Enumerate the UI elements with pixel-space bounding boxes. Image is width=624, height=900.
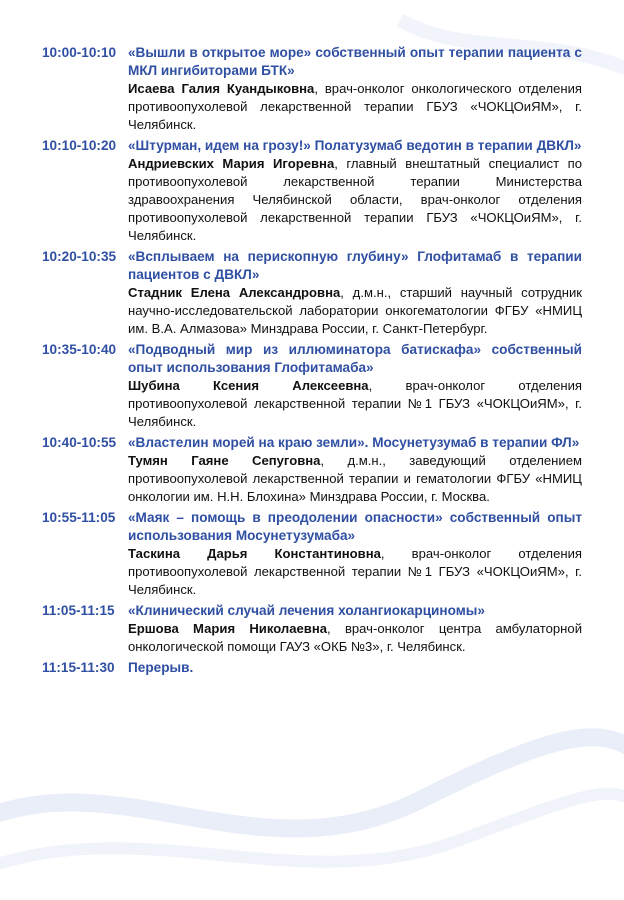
speaker-info: , врач-онколог отделения противоопухолевой лекарственной терапии №1 ГБУЗ «ЧОКЦОиЯМ», г. Челябинск. — [128, 546, 582, 597]
break-title: Перерыв. — [128, 660, 194, 675]
speaker-name: Таскина Дарья Константиновна — [128, 546, 381, 561]
session-6 — [42, 509, 582, 599]
session-title: «Штурман, идем на грозу!» Полатузумаб ведотин в терапии ДВКЛ» — [128, 138, 582, 153]
speaker-name: Шубина Ксения Алексеевна — [128, 378, 369, 393]
session-title: «Маяк – помощь в преодолении опасности» собственный опыт использования Мосунетузумаба» — [128, 510, 582, 543]
session-time: 10:40-10:55 — [42, 435, 117, 450]
session-title: «Всплываем на перископную глубину» Глофитамаб в терапии пациентов с ДВКЛ» — [128, 249, 582, 282]
session-time: 11:15-11:30 — [42, 660, 115, 675]
session-content — [128, 602, 582, 656]
session-7 — [42, 602, 582, 656]
speaker-name: Тумян Гаяне Сепуговна — [128, 453, 321, 468]
session-speaker — [128, 545, 582, 599]
speaker-info: , врач-онколог онкологического отделения противоопухолевой лекарственной терапии ГБУЗ «ЧОКЦОиЯМ», г. Челябинск. — [128, 81, 582, 132]
session-1 — [42, 44, 582, 134]
session-content — [128, 434, 582, 506]
speaker-info: , главный внештатный специалист по противоопухолевой лекарственной терапии Министерства здравоохранения Челябинской области, врач-онколог отделения противоопухолевой лекарственной терапии ГБУЗ «ЧОКЦОиЯМ», г. Челябинск. — [128, 156, 583, 243]
session-content — [128, 248, 582, 338]
session-time: 10:35-10:40 — [42, 342, 117, 357]
speaker-name: Исаева Галия Куандыковна — [128, 81, 315, 96]
session-content — [128, 659, 582, 677]
session-time: 10:10-10:20 — [42, 138, 117, 153]
program-schedule — [42, 44, 582, 680]
session-content — [128, 341, 582, 431]
session-speaker — [128, 155, 582, 245]
session-content — [128, 137, 582, 245]
session-4 — [42, 341, 582, 431]
session-title: «Вышли в открытое море» собственный опыт терапии пациента с МКЛ ингибиторами БТК» — [128, 45, 582, 78]
session-speaker — [128, 452, 582, 506]
session-5 — [42, 434, 582, 506]
session-time: 10:20-10:35 — [42, 249, 117, 264]
session-speaker — [128, 80, 582, 134]
session-speaker — [128, 284, 582, 338]
session-speaker — [128, 620, 582, 656]
speaker-name: Стадник Елена Александровна — [128, 285, 341, 300]
session-title: «Властелин морей на краю земли». Мосунетузумаб в терапии ФЛ» — [128, 435, 580, 450]
speaker-info: , врач-онколог отделения противоопухолевой лекарственной терапии №1 ГБУЗ «ЧОКЦОиЯМ», г. Челябинск. — [128, 378, 582, 429]
session-title: «Клинический случай лечения холангиокарциномы» — [128, 603, 485, 618]
session-speaker — [128, 377, 582, 431]
session-2 — [42, 137, 582, 245]
session-break — [42, 659, 582, 677]
session-3 — [42, 248, 582, 338]
session-content — [128, 44, 582, 134]
session-time: 10:00-10:10 — [42, 45, 117, 60]
session-time: 10:55-11:05 — [42, 510, 116, 525]
speaker-info: , д.м.н., старший научный сотрудник научно-исследовательской лаборатории онкогематологии ФГБУ «НМИЦ им. В.А. Алмазова» Минздрава России, г. Санкт-Петербург. — [128, 285, 582, 336]
speaker-info: , д.м.н., заведующий отделением противоопухолевой лекарственной терапии и гематологии ФГБУ «НМИЦ онкологии им. Н.Н. Блохина» Минздрава России, г. Москва. — [128, 453, 582, 504]
speaker-info: , врач-онколог центра амбулаторной онкологической помощи ГАУЗ «ОКБ №3», г. Челябинск. — [128, 621, 583, 654]
session-time: 11:05-11:15 — [42, 603, 115, 618]
speaker-name: Ершова Мария Николаевна — [128, 621, 328, 636]
session-content — [128, 509, 582, 599]
session-title: «Подводный мир из иллюминатора батискафа» собственный опыт использования Глофитамаба» — [128, 342, 582, 375]
speaker-name: Андриевских Мария Игоревна — [128, 156, 335, 171]
